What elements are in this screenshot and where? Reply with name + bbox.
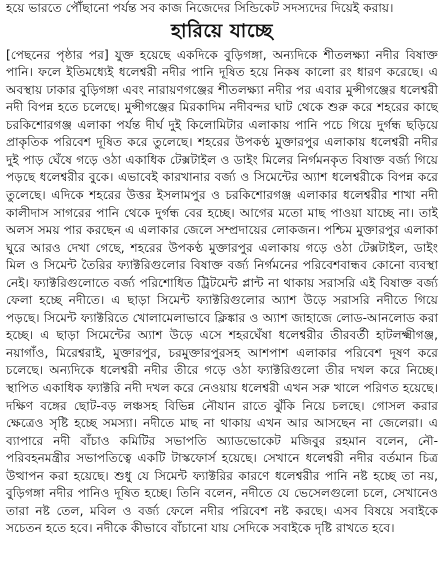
article-headline: হারিয়ে যাচ্ছে: [171, 19, 273, 42]
article-body: [পেছনের পৃষ্ঠার পর] যুক্ত হয়েছে একদিকে বুড়িগঙ্গা, অন্যদিকে শীতলক্ষ্যা নদীর বিষাক্ত পানি। ফলে ইতিমধ্যেই ধলেশ্বরী নদীর পানি দূষিত হয়ে নিকষ কালো রং ধারণ করেছে। এ অবস্থায় ঢাকার বুড়িগঙ্গা এবং নারায়ণগঞ্জের শীতলক্ষ্যা নদীর পর এবার মুন্সীগঞ্জের ধলেশ্বরী নদী বিপন্ন হতে চলেছে। মুন্সীগঞ্জের মিরকাদিম নদীবন্দর ঘাট থেকে শুরু করে শহরের কাছে চরকিশোরগঞ্জ এলাকা পর্যন্ত দীর্ঘ দুই কিলোমিটার এলাকায় পানি পচে গিয়ে দুর্গন্ধ ছড়িয়ে প্রাকৃতিক পরিবেশ দূষিত করে তুলেছে। শহরের উপকণ্ঠ মুক্তারপুর এলাকায় ধলেশ্বরী নদীর দুই পাড় ঘেঁষে গড়ে ওঠা একাধিক টেক্সটাইল ও ডাইং মিলের নির্গমনকৃত বিষাক্ত বর্জ্য গিয়ে পড়ছে ধলেশ্বরীর বুকে। এভাবেই কারখানার বর্জ্য ও সিমেন্টের অ্যাশ ধলেশ্বরীকে বিপন্ন করে তুলেছে। এদিকে শহরের উত্তর ইসলামপুর ও চরকিশোরগঞ্জ এলাকার ধলেশ্বরীর শাখা নদী কালীদাস সাগরের পানি থেকে দুর্গন্ধ বের হচ্ছে। আগের মতো মাছ পাওয়া যাচ্ছে না। তাই অলস সময় পার করছেন এ এলাকার জেলে সম্প্রদায়ের লোকজন। পশ্চিম মুক্তারপুর এলাকা ঘুরে আরও দেখা গেছে, শহরের উপকণ্ঠ মুক্তারপুর এলাকায় গড়ে ওঠা টেক্সটাইল, ডাইং মিল ও সিমেন্ট তৈরির ফ্যাক্টরিগুলোর বিষাক্ত বর্জ্য নির্গমনের পরিবেশবান্ধব কোনো ব্যবস্থা নেই। ফ্যাক্টরিগুলোতে বর্জ্য পরিশোধিত ট্রিটমেন্ট প্লান্ট না থাকায় সরাসরি এই বিষাক্ত বর্জ্য ফেলা হচ্ছে নদীতে। এ ছাড়া সিমেন্ট ফ্যাক্টরিগুলোর অ্যাশ উড়ে সরাসরি নদীতে গিয়ে পড়ছে। সিমেন্ট ফ্যাক্টরিতে খোলামেলাভাবে ক্লিঙ্কার ও অ্যাশ জাহাজে লোড-আনলোড করা হচ্ছে। এ ছাড়া সিমেন্টের অ্যাশ উড়ে এসে শহরঘেঁষা ধলেশ্বরীর তীরবর্তী হাটলক্ষ্মীগঞ্জ, নয়াগাঁও, মিরেশ্বরাই, মুক্তারপুর, চরমুক্তারপুরসহ আশপাশ এলাকার পরিবেশ দূষণ করে চলেছে। অন্যদিকে ধলেশ্বরী নদীর তীরে গড়ে ওঠা ফ্যাক্টরিগুলো তীর দখল করে নিচ্ছে। স্থাপিত একাধিক ফ্যাক্টরি নদী দখল করে নেওয়ায় ধলেশ্বরী এখন সরু খালে পরিণত হয়েছে। দক্ষিণ বঙ্গের ছোট-বড় লঞ্চসহ বিভিন্ন নৌযান রাতে ঝুঁকি নিয়ে চলছে। গোসল করার ক্ষেত্রেও সৃষ্টি হচ্ছে সমস্যা। নদীতে মাছ না থাকায় এখন আর আসছেন না জেলেরা। এ ব্যাপারে নদী বাঁচাও কমিটির সভাপতি অ্যাডভোকেট মজিবুর রহমান বলেন, নৌ-পরিবহনমন্ত্রীর সভাপতিত্বে একটি টাস্কফোর্স হয়েছে। সেখানে ধলেশ্বরী নদীর বর্তমান চিত্র উত্থাপন করা হয়েছে। শুধু যে সিমেন্ট ফ্যাক্টরির কারণে ধলেশ্বরীর পানি নষ্ট হচ্ছে তা নয়, বুড়িগঙ্গা নদীর পানিও দূষিত হচ্ছে। তিনি বলেন, নদীতে যে ভেসেলগুলো চলে, সেখানেও তারা নষ্ট তেল, মবিল ও বর্জ্য ফেলে নদীর পরিবেশ নষ্ট করছে। এসব বিষয়ে সবাইকে সচেতন হতে হবে। নদীকে কীভাবে বাঁচানো যায় সেদিকে সবাইকে দৃষ্টি রাখতে হবে।: [6, 47, 438, 536]
previous-article-ending: হয়ে ভারতে পৌঁছানো পর্যন্ত সব কাজ নিজেদের সিন্ডিকেট সদস্যদের দিয়েই করায়।: [6, 1, 394, 15]
